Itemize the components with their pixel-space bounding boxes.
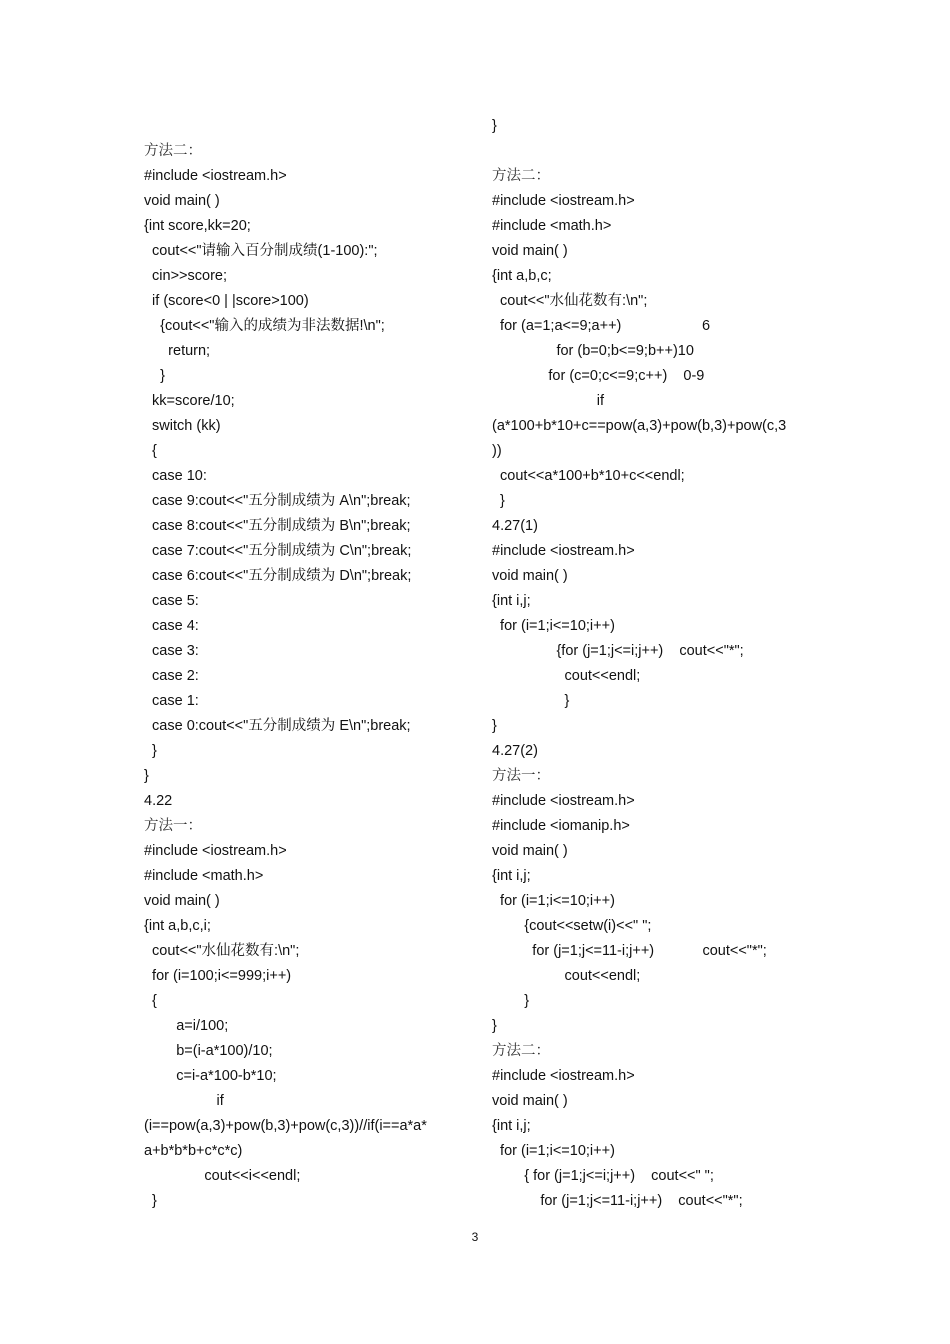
code-line: {int score,kk=20; bbox=[144, 218, 251, 234]
code-line: void main( ) bbox=[492, 843, 568, 859]
code-line: #include <iostream.h> bbox=[492, 1068, 635, 1084]
code-line: #include <math.h> bbox=[144, 868, 264, 884]
code-line: {int i,j; bbox=[492, 1118, 531, 1134]
code-line: cout<<endl; bbox=[492, 968, 641, 984]
code-line: 方法一： bbox=[144, 818, 202, 834]
code-line: c=i-a*100-b*10; bbox=[144, 1068, 277, 1084]
code-line: void main( ) bbox=[492, 1093, 568, 1109]
code-line: cout<<"水仙花数有:\n"; bbox=[492, 293, 648, 309]
code-line: cout<<"水仙花数有:\n"; bbox=[144, 943, 300, 959]
code-line: (a*100+b*10+c==pow(a,3)+pow(b,3)+pow(c,3 bbox=[492, 418, 787, 434]
code-line: case 4: bbox=[144, 618, 199, 634]
code-line: case 8:cout<<"五分制成绩为 B\n";break; bbox=[144, 518, 411, 534]
code-line: case 2: bbox=[144, 668, 199, 684]
code-line: b=(i-a*100)/10; bbox=[144, 1043, 273, 1059]
code-line: { for (j=1;j<=i;j++) cout<<" "; bbox=[492, 1168, 714, 1184]
code-line: void main( ) bbox=[144, 193, 220, 209]
code-line: case 3: bbox=[144, 643, 199, 659]
code-line: { bbox=[144, 993, 157, 1009]
code-line: case 0:cout<<"五分制成绩为 E\n";break; bbox=[144, 718, 411, 734]
code-line: cin>>score; bbox=[144, 268, 228, 284]
code-line: return; bbox=[144, 343, 211, 359]
code-line: {int a,b,c; bbox=[492, 268, 552, 284]
code-line: 方法二： bbox=[492, 1043, 550, 1059]
code-line: for (b=0;b<=9;b++)10 bbox=[492, 343, 694, 359]
code-line: } bbox=[492, 493, 505, 509]
code-line: } bbox=[492, 118, 497, 134]
code-line: 4.22 bbox=[144, 793, 173, 809]
code-line: {for (j=1;j<=i;j++) cout<<"*"; bbox=[492, 643, 744, 659]
code-line: #include <iostream.h> bbox=[492, 193, 635, 209]
right-code-column bbox=[492, 114, 822, 1214]
code-line: } bbox=[144, 1193, 157, 1209]
code-line: if bbox=[492, 393, 604, 409]
code-line: #include <iostream.h> bbox=[492, 793, 635, 809]
code-line: void main( ) bbox=[492, 568, 568, 584]
code-line: } bbox=[144, 768, 149, 784]
left-code-column bbox=[144, 139, 474, 1214]
code-line: 方法二： bbox=[144, 143, 202, 159]
code-line: } bbox=[492, 718, 497, 734]
code-line: } bbox=[144, 368, 165, 384]
code-line: void main( ) bbox=[144, 893, 220, 909]
code-line: cout<<i<<endl; bbox=[144, 1168, 301, 1184]
code-line: case 9:cout<<"五分制成绩为 A\n";break; bbox=[144, 493, 411, 509]
code-line: for (a=1;a<=9;a++) 6 bbox=[492, 318, 711, 334]
code-line: for (i=1;i<=10;i++) bbox=[492, 1143, 615, 1159]
code-line: void main( ) bbox=[492, 243, 568, 259]
code-line: for (i=100;i<=999;i++) bbox=[144, 968, 292, 984]
code-line: case 1: bbox=[144, 693, 199, 709]
code-line: {cout<<"输入的成绩为非法数据!\n"; bbox=[144, 318, 385, 334]
code-line: #include <math.h> bbox=[492, 218, 612, 234]
code-line: 4.27(2) bbox=[492, 743, 538, 759]
code-line: case 5: bbox=[144, 593, 199, 609]
code-line: {cout<<setw(i)<<" "; bbox=[492, 918, 652, 934]
page-number: 3 bbox=[471, 1230, 479, 1244]
code-line: for (j=1;j<=11-i;j++) cout<<"*"; bbox=[492, 1193, 743, 1209]
code-line: #include <iostream.h> bbox=[144, 168, 287, 184]
code-line: 方法二： bbox=[492, 168, 550, 184]
code-line: {int a,b,c,i; bbox=[144, 918, 211, 934]
code-line: #include <iomanip.h> bbox=[492, 818, 630, 834]
code-line: case 10: bbox=[144, 468, 207, 484]
code-line: for (i=1;i<=10;i++) bbox=[492, 893, 615, 909]
code-line: (i==pow(a,3)+pow(b,3)+pow(c,3))//if(i==a*a* bbox=[144, 1118, 427, 1134]
code-line: } bbox=[144, 743, 157, 759]
code-line: {int i,j; bbox=[492, 868, 531, 884]
code-line: if (score<0 | |score>100) bbox=[144, 293, 309, 309]
code-line: #include <iostream.h> bbox=[144, 843, 287, 859]
code-line: kk=score/10; bbox=[144, 393, 235, 409]
code-line: } bbox=[492, 1018, 497, 1034]
code-line: )) bbox=[492, 443, 502, 459]
code-line: } bbox=[492, 993, 530, 1009]
code-line: case 7:cout<<"五分制成绩为 C\n";break; bbox=[144, 543, 412, 559]
code-line: } bbox=[492, 693, 570, 709]
code-line: switch (kk) bbox=[144, 418, 221, 434]
code-line bbox=[492, 139, 822, 164]
code-line: cout<<"请输入百分制成绩(1-100):"; bbox=[144, 243, 378, 259]
code-line: cout<<a*100+b*10+c<<endl; bbox=[492, 468, 685, 484]
code-line: {int i,j; bbox=[492, 593, 531, 609]
code-line: a+b*b*b+c*c*c) bbox=[144, 1143, 243, 1159]
code-line: case 6:cout<<"五分制成绩为 D\n";break; bbox=[144, 568, 412, 584]
code-line: { bbox=[144, 443, 157, 459]
code-line: if bbox=[144, 1093, 224, 1109]
code-line: a=i/100; bbox=[144, 1018, 229, 1034]
code-line: 方法一： bbox=[492, 768, 550, 784]
code-line: 4.27(1) bbox=[492, 518, 538, 534]
code-line: cout<<endl; bbox=[492, 668, 641, 684]
code-line: for (i=1;i<=10;i++) bbox=[492, 618, 615, 634]
code-line: #include <iostream.h> bbox=[492, 543, 635, 559]
code-line: for (j=1;j<=11-i;j++) cout<<"*"; bbox=[492, 943, 767, 959]
code-line: for (c=0;c<=9;c++) 0-9 bbox=[492, 368, 705, 384]
